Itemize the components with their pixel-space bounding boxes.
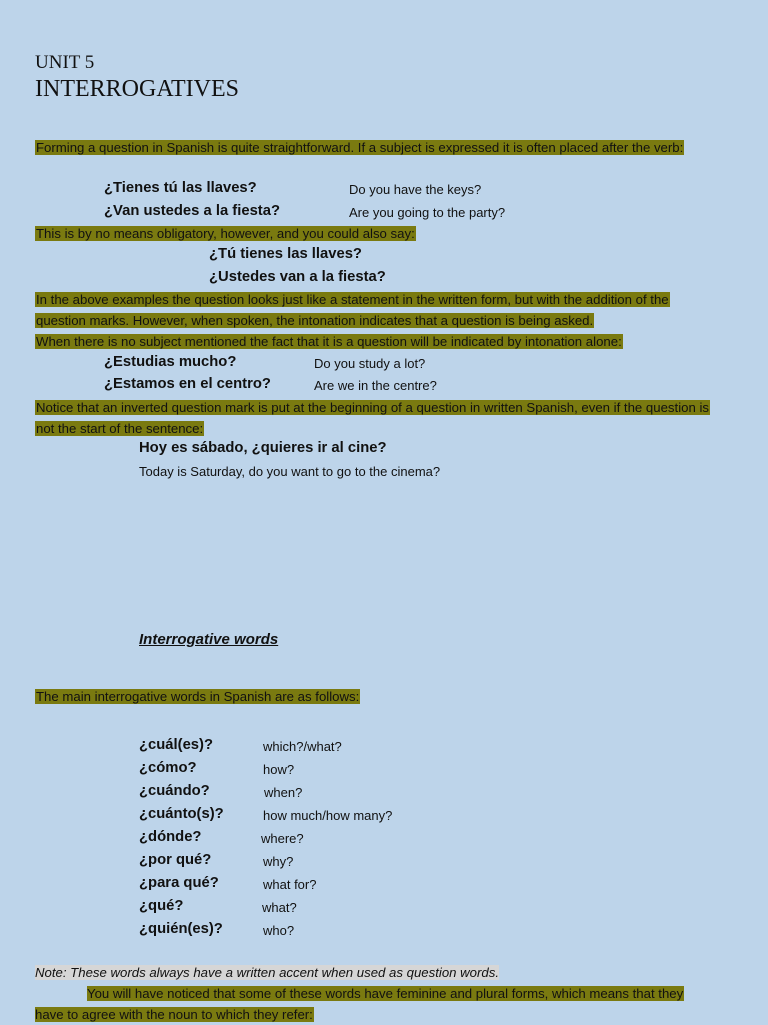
word-es: ¿por qué? bbox=[139, 852, 212, 868]
unit-label: UNIT 5 bbox=[35, 52, 95, 73]
word-en: who? bbox=[263, 923, 295, 938]
word-es: ¿cuándo? bbox=[139, 783, 210, 799]
words-intro: The main interrogative words in Spanish are as follows: bbox=[36, 689, 360, 704]
page-title: INTERROGATIVES bbox=[35, 76, 239, 102]
example-en-7: Today is Saturday, do you want to go to the cinema? bbox=[139, 464, 441, 479]
word-es: ¿cuál(es)? bbox=[139, 737, 213, 753]
word-es: ¿para qué? bbox=[139, 875, 219, 891]
example-en-1: Do you have the keys? bbox=[349, 182, 482, 197]
closing-paragraph: You will have noticed that some of these words have feminine and plural forms, which means that they have to agree with the noun to which they refer: bbox=[35, 986, 684, 1022]
intro-paragraph-2: This is by no means obligatory, however, and you could also say: bbox=[36, 226, 415, 241]
example-es-4: ¿Ustedes van a la fiesta? bbox=[209, 269, 386, 285]
word-es: ¿quién(es)? bbox=[139, 921, 223, 937]
intro-paragraph-1: Forming a question in Spanish is quite straightforward. If a subject is expressed it is often placed after the verb: bbox=[36, 140, 684, 155]
word-en: how? bbox=[263, 762, 295, 777]
intro-paragraph-5: Notice that an inverted question mark is put at the beginning of a question in written Spanish, even if the question is not the start of the sentence: bbox=[36, 400, 709, 436]
word-en: why? bbox=[263, 854, 294, 869]
intro-paragraph-3: In the above examples the question looks just like a statement in the written form, but with the addition of the question marks. However, when spoken, the intonation indicates that a question is being asked. bbox=[36, 292, 669, 328]
word-en: how much/how many? bbox=[263, 808, 393, 823]
word-en: what? bbox=[262, 900, 297, 915]
word-en: where? bbox=[261, 831, 304, 846]
word-es: ¿qué? bbox=[139, 898, 184, 914]
example-en-6: Are we in the centre? bbox=[314, 378, 437, 393]
example-es-3: ¿Tú tienes las llaves? bbox=[209, 246, 362, 262]
example-es-5: ¿Estudias mucho? bbox=[104, 354, 237, 370]
section-heading: Interrogative words bbox=[139, 631, 279, 648]
word-es: ¿dónde? bbox=[139, 829, 202, 845]
example-en-5: Do you study a lot? bbox=[314, 356, 426, 371]
example-es-1: ¿Tienes tú las llaves? bbox=[104, 180, 257, 196]
word-es: ¿cómo? bbox=[139, 760, 197, 776]
example-es-7: Hoy es sábado, ¿quieres ir al cine? bbox=[139, 440, 387, 456]
example-es-2: ¿Van ustedes a la fiesta? bbox=[104, 203, 280, 219]
example-es-6: ¿Estamos en el centro? bbox=[104, 376, 271, 392]
intro-paragraph-4: When there is no subject mentioned the fact that it is a question will be indicated by intonation alone: bbox=[36, 334, 622, 349]
word-en: when? bbox=[264, 785, 303, 800]
note: Note: These words always have a written accent when used as question words. bbox=[35, 965, 500, 980]
word-en: which?/what? bbox=[263, 739, 342, 754]
word-en: what for? bbox=[263, 877, 317, 892]
example-en-2: Are you going to the party? bbox=[349, 205, 506, 220]
word-es: ¿cuánto(s)? bbox=[139, 806, 224, 822]
